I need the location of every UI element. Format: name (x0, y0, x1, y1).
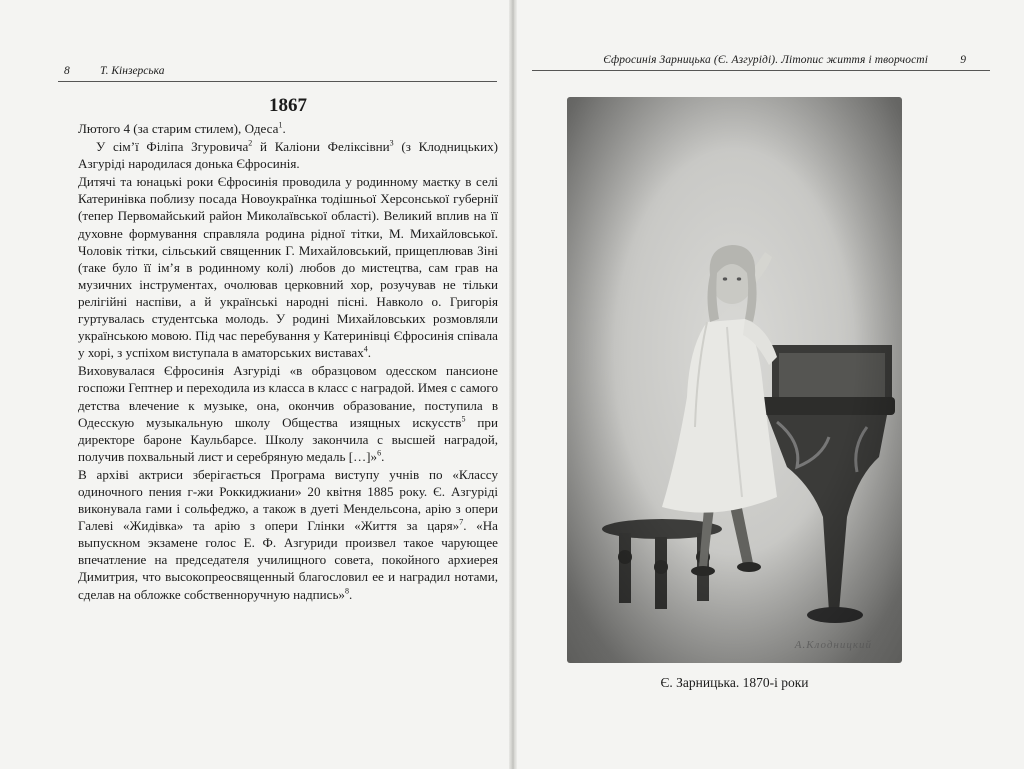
footnote-marker: 2 (248, 138, 253, 148)
footnote-marker: 3 (389, 138, 394, 148)
footnote-marker: 4 (363, 344, 368, 354)
right-running-title: Єфросинія Зарницька (Є. Азгуріді). Літопис життя і творчості (603, 54, 928, 66)
paragraph-text: . (367, 345, 372, 361)
right-page-number: 9 (960, 54, 966, 66)
paragraph-text: . «На выпускном экзамене голос Е. Ф. Азгуриди произвел такое чарующее впечатление на председателя училищного совета, покойного архиерея Димитрия, что высокопреосвященный благословил ее и наградил нотами, сделав на обложке собственноручную надпись» (78, 518, 498, 602)
paragraph-3 (78, 173, 498, 361)
left-page-number: 8 (64, 65, 70, 77)
left-page-header (58, 63, 497, 82)
paragraph-text: Дитячі та юнацькі роки Єфросинія проводила у родинному маєтку в селі Катеринівка поблизу посада Новоукраїнка тодішньої Херсонської губернії (тепер Первомайський район Миколаївської області). Великий вплив на її духовне формування справляла родина рідної тітки, М. Михайловської. Чоловік тітки, сільський священник Г. Михайловський, прищеплював Зіні (таке було її ім’я в родинному колі) любов до мистецтва, сам грав на музичних інструментах, очолював церковний хор, розучував не тільки релігійні наспіви, а й українські народні пісні. Навколо о. Григорія гуртувалась студентська молодь. У родині Михайловських розмовляли українською мовою. Під час перебування у Катеринівці Єфросинія співала у хорі, з успіхом виступала в аматорських виставах (78, 174, 498, 361)
footnote-marker: 7 (459, 517, 464, 527)
paragraph-text: В архіві актриси зберігається Програма виступу учнів по «Классу одиночного пения г-жи Роккиджиани» 20 квітня 1885 року. Є. Азгуріді виконувала гами і сольфеджо, а також в дуеті Мендельсона, арію з опери Галеві «Жидівка» та арію з опери Глінки «Життя за царя» (78, 466, 498, 534)
paragraph-1 (78, 120, 498, 137)
paragraph-text: (з Клодницьких) Азгуріді народилася донька Єфросинія. (78, 139, 498, 172)
right-page-header (532, 52, 990, 71)
photo-signature: А.Клодницкий (794, 639, 872, 651)
body-text (78, 120, 498, 604)
paragraph-text: при директоре бароне Каульбарсе. Школу закончила с высшей наградой, получив похвальный лист и серебряную медаль […]» (78, 414, 498, 464)
book-gutter (509, 0, 517, 769)
paragraph-2 (78, 138, 498, 172)
year-heading: 1867 (269, 95, 307, 116)
paragraph-text: . (348, 586, 353, 602)
footnote-marker: 6 (377, 448, 382, 458)
footnote-marker: 1 (278, 120, 283, 130)
photo-caption: Є. Зарницька. 1870-і роки (660, 675, 809, 690)
paragraph-text: У сім’ї Філіпа Згуровича (96, 139, 249, 155)
portrait-photo (567, 97, 902, 663)
paragraph-text: . (282, 121, 286, 136)
footnote-marker: 5 (461, 414, 466, 424)
paragraph-text: . (381, 448, 385, 464)
footnote-marker: 8 (344, 586, 349, 596)
paragraph-text: й Каліони Феліксівни (252, 139, 390, 155)
portrait-illustration (567, 97, 902, 663)
paragraph-text: Виховувалася Єфросинія Азгуріді «в образцовом одесском пансионе госпожи Гептнер и переходила из класса в класс с наградой. Имея с самого детства влечение к музыке, она, окончив образование, поступила в Одесскую музыкальную школу Общества изящных искусств (78, 363, 498, 430)
left-page-author: Т. Кінзерська (100, 65, 165, 77)
paragraph-5 (78, 466, 498, 603)
paragraph-4 (78, 362, 498, 465)
paragraph-text: Лютого 4 (за старим стилем), Одеса (78, 121, 279, 136)
